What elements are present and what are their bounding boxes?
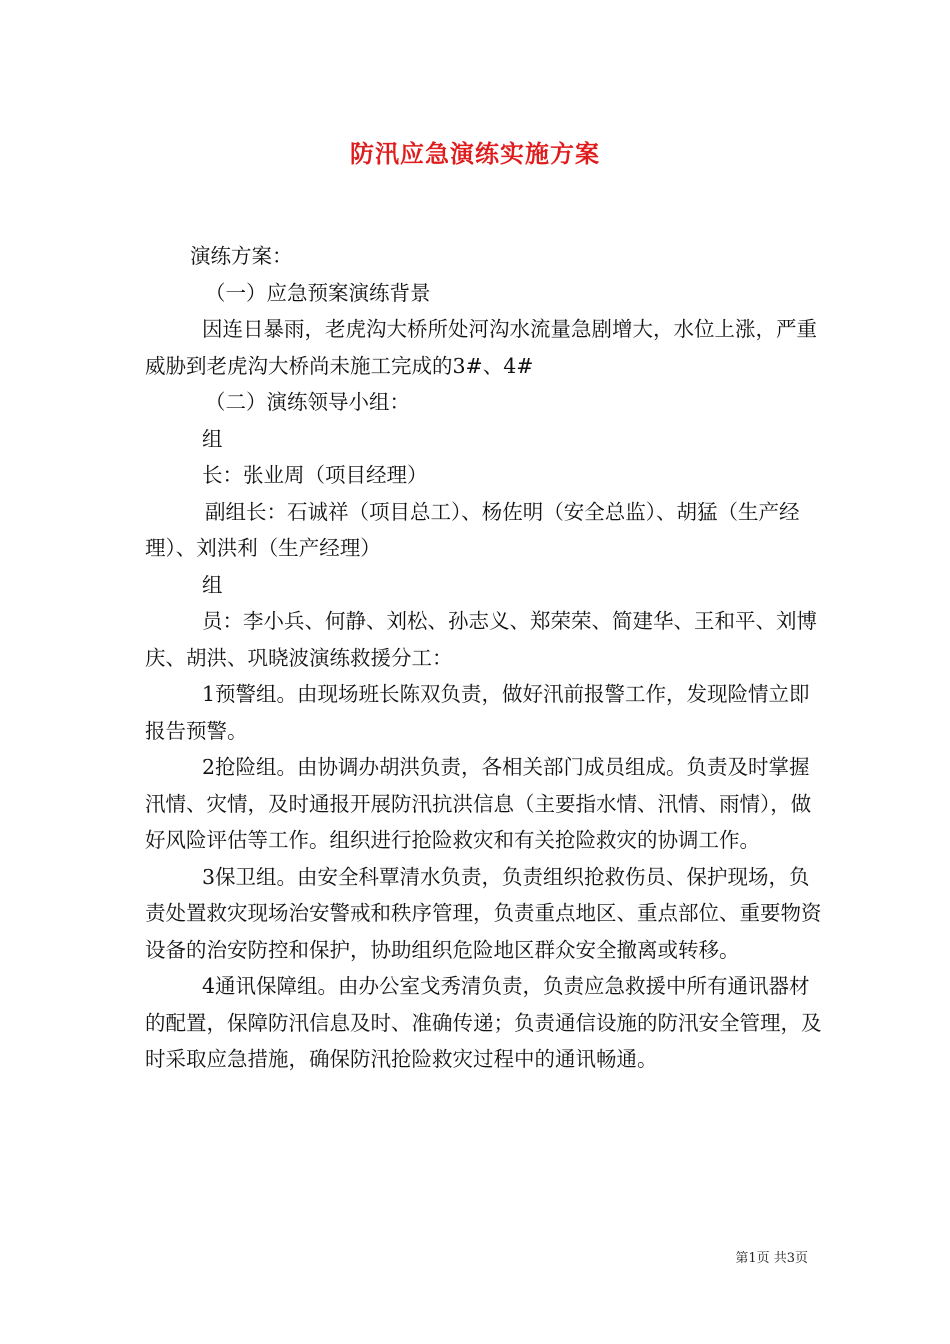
paragraph-members: 员：李小兵、何静、刘松、孙志义、郑荣荣、简建华、王和平、刘博庆、胡洪、巩晓波演练救援分工： [145,609,817,670]
paragraph-background: 因连日暴雨，老虎沟大桥所处河沟水流量急剧增大，水位上涨，严重威胁到老虎沟大桥尚未施工完成的3#、4# [145,317,817,378]
paragraph-members-label: 组 [202,572,223,597]
paragraph-section-2-heading: （二）演练领导小组： [205,390,410,414]
page-number-footer: 第1页 共3页 [735,1251,808,1266]
paragraph-deputy-leaders: 副组长：石诚祥（项目总工）、杨佐明（安全总监）、胡猛（生产经理）、刘洪利（生产经理） [145,499,800,560]
document-body [145,238,825,1078]
paragraph-communication-group: 4通讯保障组。由办公室戈秀清负责，负责应急救援中所有通讯器材的配置，保障防汛信息及时、准确传递；负责通信设施的防汛安全管理，及时采取应急措施，确保防汛抢险救灾过程中的通讯畅通。 [145,974,822,1071]
paragraph-leader: 长：张业周（项目经理） [202,463,428,487]
paragraph-leader-label: 组 [202,426,223,451]
paragraph-warning-group: 1预警组。由现场班长陈双负责，做好汛前报警工作，发现险情立即报告预警。 [145,682,810,743]
paragraph-section-1-heading: （一）应急预案演练背景 [205,280,431,305]
paragraph-plan-heading: 演练方案： [190,244,293,268]
document-title: 防汛应急演练实施方案 [350,139,600,168]
paragraph-security-group: 3保卫组。由安全科覃清水负责，负责组织抢救伤员、保护现场，负责处置救灾现场治安警戒和秩序管理，负责重点地区、重点部位、重要物资设备的治安防控和保护，协助组织危险地区群众安全撤离或转移。 [145,864,822,962]
paragraph-rescue-group: 2抢险组。由协调办胡洪负责，各相关部门成员组成。负责及时掌握汛情、灾情，及时通报开展防汛抗洪信息（主要指水情、汛情、雨情），做好风险评估等工作。组织进行抢险救灾和有关抢险救灾的协调工作。 [145,755,812,852]
